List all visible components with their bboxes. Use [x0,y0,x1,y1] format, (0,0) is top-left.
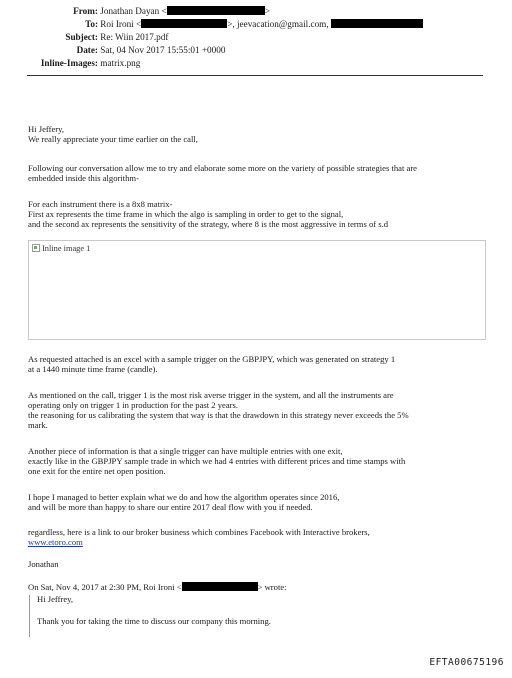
from-value: Jonathan Dayan < [100,6,167,16]
to-value: Roi Ironi < [100,19,142,29]
body-line: regardless, here is a link to our broker business which combines Facebook with Interactive brokers, [28,527,370,537]
from-close: > [264,6,270,16]
etoro-link[interactable]: www.etoro.com [28,537,83,547]
inline-images-label: Inline-Images: [40,58,98,68]
inline-image-placeholder[interactable] [28,240,486,340]
body-paragraph [28,354,488,374]
date-label: Date: [76,45,98,55]
inline-images-value: matrix.png [100,58,141,68]
signature [28,559,488,569]
body-line: the reasoning for us calibrating the system that way is that the drawdown in this strategy never exceeds the 5% [28,410,409,420]
body-line: embedded inside this algorithm- [28,173,139,183]
inline-image-alt [32,244,90,254]
body-line: For each instrument there is a 8x8 matrix- [28,199,173,209]
body-line: mark. [28,420,48,430]
body-line: one exit for the entire net open position. [28,466,166,476]
quote-bar [29,595,30,637]
greeting-line: Hi Jeffery, [28,124,65,134]
body-line: First ax represents the time frame in which the algo is sampling in order to get to the signal, [28,209,344,219]
header-divider [27,75,483,76]
body-line: I hope I managed to better explain what we do and how the algorithm operates since 2016, [28,492,340,502]
redaction-block [331,19,423,28]
body-line: at a 1440 minute time frame (candle). [28,364,158,374]
body-line: Following our conversation allow me to try and elaborate some more on the variety of possible strategies that are [28,163,417,173]
header-inline-images-row [28,58,140,69]
greeting-paragraph [28,124,488,144]
redaction-block [167,6,265,15]
redaction-block [182,582,258,591]
quoted-message [37,594,497,626]
quote-intro-end: > wrote: [257,582,287,592]
redaction-block [141,19,227,28]
broken-image-icon [32,244,40,252]
to-mid: >, jeevacation@gmail.com, [227,19,329,29]
quote-line: Thank you for taking the time to discuss our company this morning. [37,616,271,626]
inline-image-alt-text: Inline image 1 [42,244,91,253]
quote-greeting: Hi Jeffrey, [37,594,74,604]
body-line: and the second ax represents the sensitivity of the strategy, where 8 is the most aggressive in terms of s.d [28,219,389,229]
subject-label: Subject: [65,32,98,42]
body-paragraph [28,199,488,229]
body-line: exactly like in the GBPJPY sample trade in which we had 4 entries with different prices and time stamps with [28,456,406,466]
header-subject-row [48,32,168,43]
body-line: and will be more than happy to share our entire 2017 deal flow with you if needed. [28,502,313,512]
header-date-row [48,45,225,56]
to-label: To: [85,19,98,29]
body-line: As requested attached is an excel with a sample trigger on the GBPJPY, which was generated on strategy 1 [28,354,396,364]
body-line: As mentioned on the call, trigger 1 is the most risk averse trigger in the system, and all the instruments are [28,390,394,400]
greeting-line: We really appreciate your time earlier on the call, [28,134,198,144]
document-id: EFTA00675196 [429,657,504,668]
body-paragraph [28,446,488,476]
body-paragraph [28,492,488,512]
body-line: operating only on trigger 1 in production for the past 2 years. [28,400,239,410]
quote-intro-text: On Sat, Nov 4, 2017 at 2:30 PM, Roi Ironi < [28,582,182,592]
body-paragraph [28,390,488,430]
header-to-row [48,19,423,30]
signature-name: Jonathan [28,559,59,569]
body-line: Another piece of information is that a single trigger can have multiple entries with one exit, [28,446,343,456]
body-paragraph [28,163,488,183]
subject-value: Re: Wiin 2017.pdf [100,32,169,42]
body-paragraph [28,527,488,547]
date-value: Sat, 04 Nov 2017 15:55:01 +0000 [100,45,226,55]
header-from-row [48,6,270,17]
from-label: From: [73,6,98,16]
quoted-intro [28,582,488,592]
